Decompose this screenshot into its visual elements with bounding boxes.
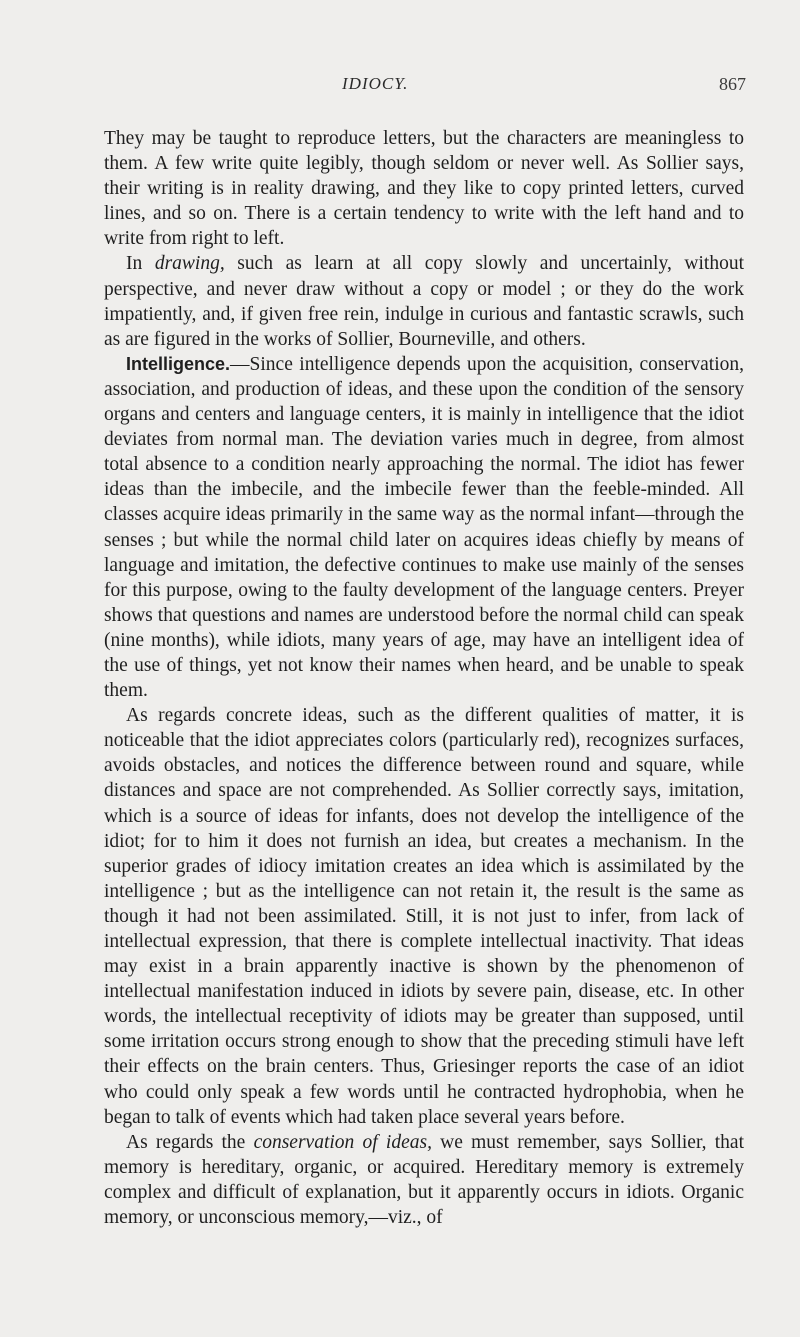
body-text (104, 126, 744, 1230)
paragraph-5-rest: we must remember, says Sollier, that memory is hereditary, organic, or acquired. Hereditary memory is extremely complex and difficult of explanation, but it apparently occurs in idiots. Organic memory, or unconscious memory,—viz., of (104, 1131, 744, 1229)
paragraph-5-lead: As regards the (126, 1131, 254, 1153)
paragraph-2-lead: In (126, 253, 155, 275)
paragraph-2-rest: such as learn at all copy slowly and uncertainly, without perspective, and never draw without a copy or model ; or they do the work impatiently, and, if given free rein, indulge in curious and fantastic scrawls, such as are figured in the works of Sollier, Bourneville, and others. (104, 253, 744, 350)
paragraph-2-italic: drawing, (154, 253, 225, 275)
running-head (0, 74, 800, 98)
paragraph-3 (104, 352, 744, 703)
paragraph-1: They may be taught to reproduce letters, but the characters are meaningless to them. A few write quite legibly, though seldom or never well. As Sollier says, their writing is in reality drawing, and they like to copy printed letters, curved lines, and so on. There is a certain tendency to write with the left hand and to write from right to left. (104, 128, 744, 250)
page-number: 867 (719, 74, 746, 94)
running-title: IDIOCY. (342, 74, 409, 93)
paragraph-3-text: —Since intelligence depends upon the acquisition, conservation, association, and production of ideas, and these upon the condition of the sensory organs and centers and language centers, it is mainly in intelligence that the idiot deviates from normal man. The deviation varies much in degree, from almost total absence to a condition nearly approaching the normal. The idiot has fewer ideas than the imbecile, and the imbecile fewer than the feeble-minded. All classes acquire ideas primarily in the same way as the normal infant—through the senses ; but while the normal child later on acquires ideas chiefly by means of language and imitation, the defective continues to make use mainly of the senses for this purpose, owing to the faulty development of the language centers. Preyer shows that questions and names are understood before the normal child can speak (nine months), while idiots, many years of age, may have an intelligent idea of the use of things, yet not know their names when heard, and be unable to speak them. (104, 353, 744, 702)
paragraph-4: As regards concrete ideas, such as the different qualities of matter, it is noticeable that the idiot appreciates colors (particularly red), recognizes surfaces, avoids obstacles, and notices the difference between round and square, while distances and space are not comprehended. As Sollier correctly says, imitation, which is a source of ideas for infants, does not develop the intelligence of the idiot; for to him it does not furnish an idea, but creates a mechanism. In the superior grades of idiocy imitation creates an idea which is assimilated by the intelligence ; but as the intelligence can not retain it, the result is the same as though it had not been assimilated. Still, it is not just to infer, from lack of intellectual expression, that there is complete intellectual inactivity. That ideas may exist in a brain apparently inactive is shown by the phenomenon of intellectual manifestation induced in idiots by severe pain, disease, etc. In other words, the intellectual receptivity of idiots may be greater than supposed, until some irritation occurs strong enough to show that the preceding stimuli have left their effects on the brain centers. Thus, Griesinger reports the case of an idiot who could only speak a few words until he contracted hydrophobia, when he began to talk of events which had taken place several years before. (104, 705, 744, 1128)
paragraph-2 (104, 251, 744, 351)
paragraph-5 (104, 1130, 744, 1230)
section-heading-intelligence: Intelligence. (126, 353, 231, 374)
paragraph-5-italic: conservation of ideas, (253, 1131, 432, 1153)
